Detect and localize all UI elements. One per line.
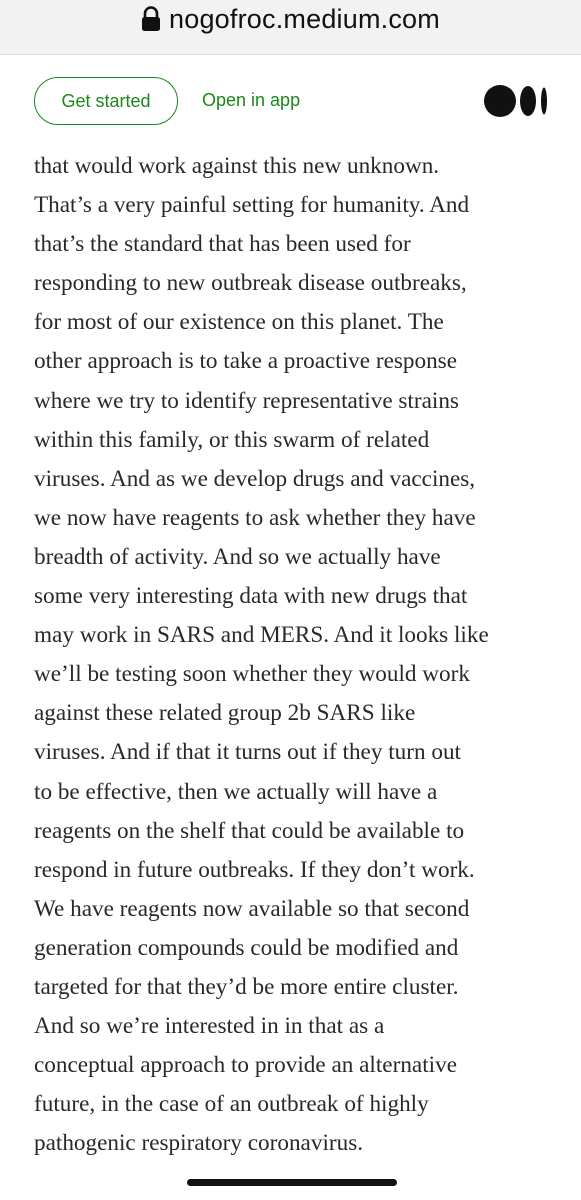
- article-text-line: viruses. And if that it turns out if they turn out: [34, 739, 461, 766]
- article-text-line: within this family, or this swarm of related: [34, 426, 430, 453]
- article-text-line: future, in the case of an outbreak of highly: [34, 1091, 429, 1118]
- article-text-line: pathogenic respiratory coronavirus.: [34, 1130, 364, 1157]
- article-text-line: targeted for that they’d be more entire cluster.: [34, 973, 459, 1000]
- article-text-line: we now have reagents to ask whether they have: [34, 504, 476, 531]
- article-text-line: to be effective, then we actually will have a: [34, 778, 438, 805]
- article-text-line: respond in future outbreaks. If they don’t work.: [34, 856, 475, 883]
- article-text-line: that’s the standard that has been used for: [34, 231, 411, 258]
- article-text-line: responding to new outbreak disease outbreaks,: [34, 270, 467, 297]
- article-text-line: breadth of activity. And so we actually have: [34, 543, 441, 570]
- medium-logo-icon[interactable]: [484, 85, 550, 117]
- get-started-button[interactable]: Get started: [34, 77, 178, 125]
- article-text-line: We have reagents now available so that second: [34, 895, 470, 922]
- article-text-line: other approach is to take a proactive response: [34, 348, 458, 375]
- article-text-line: reagents on the shelf that could be available to: [34, 817, 465, 844]
- article-text-line: generation compounds could be modified and: [34, 934, 459, 961]
- url-display[interactable]: [0, 2, 581, 36]
- home-indicator[interactable]: [187, 1179, 397, 1186]
- browser-address-bar[interactable]: [0, 0, 581, 55]
- article-text-line: viruses. And as we develop drugs and vaccines,: [34, 465, 476, 492]
- article-text-line: where we try to identify representative strains: [34, 387, 459, 414]
- article-text-line: conceptual approach to provide an alternative: [34, 1052, 457, 1079]
- url-text: nogofroc.medium.com: [169, 3, 440, 34]
- article-text-line: And so we’re interested in in that as a: [34, 1013, 385, 1040]
- article-text-line: against these related group 2b SARS like: [34, 700, 416, 727]
- medium-header: [0, 55, 581, 147]
- article-text-line: some very interesting data with new drugs that: [34, 583, 468, 610]
- lock-icon: [141, 6, 161, 32]
- article-text-line: That’s a very painful setting for humanity. And: [34, 192, 470, 219]
- article-text-line: may work in SARS and MERS. And it looks like: [34, 622, 489, 649]
- article-text-line: for most of our existence on this planet. The: [34, 309, 444, 336]
- open-in-app-link[interactable]: Open in app: [202, 90, 301, 110]
- article-body: [34, 147, 564, 1163]
- article-text-line: that would work against this new unknown.: [34, 153, 440, 179]
- article-text-line: we’ll be testing soon whether they would work: [34, 661, 470, 688]
